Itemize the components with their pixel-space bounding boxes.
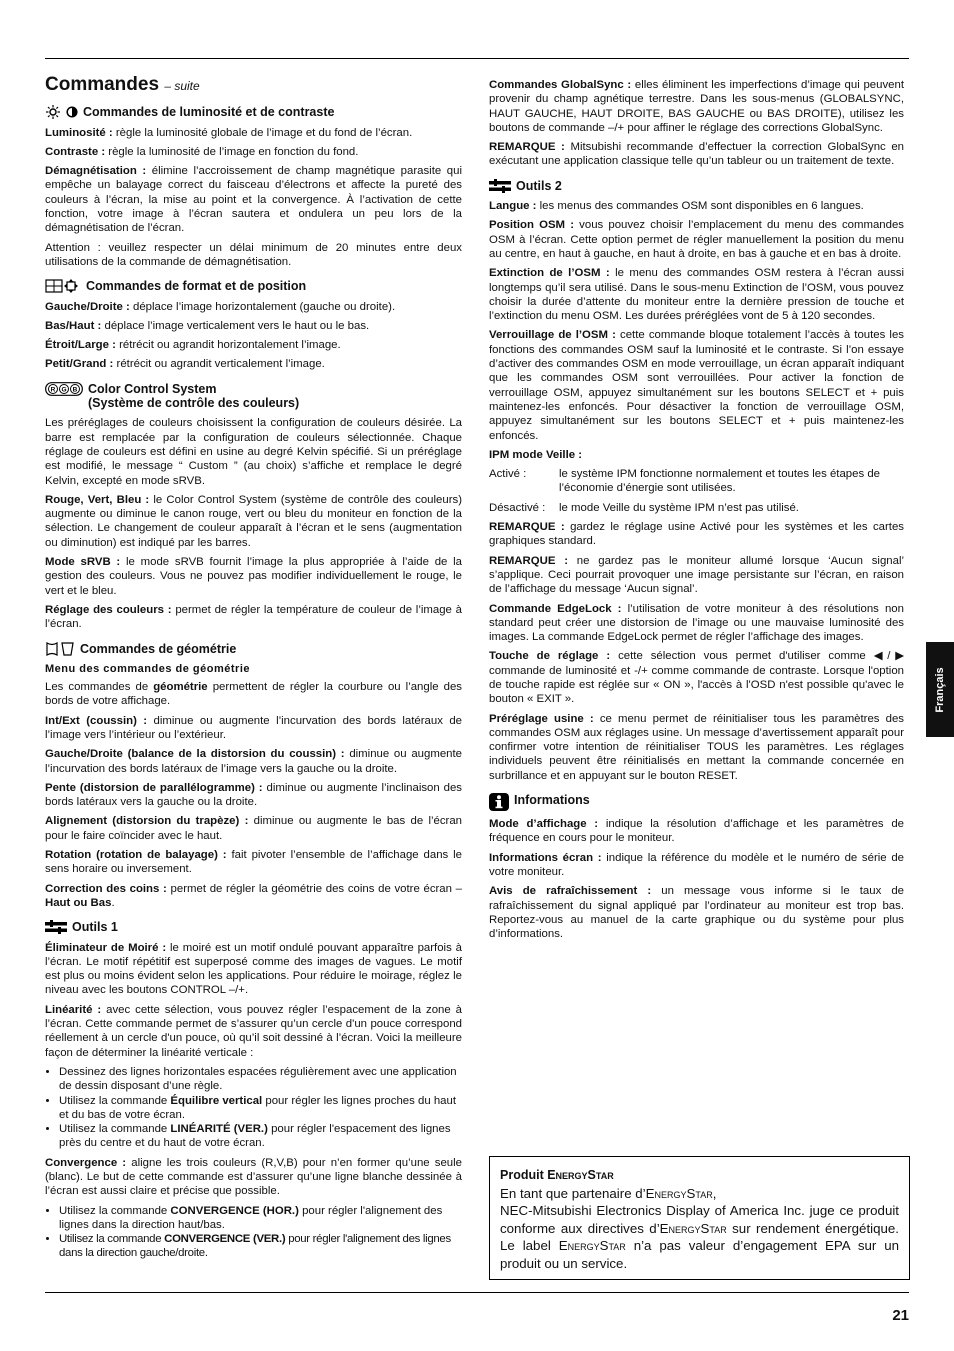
para-rvb: Rouge, Vert, Bleu : le Color Control System (système de contrôle des couleurs) augmente ou diminue le canon rouge, vert ou bleu du moniteur en fonction de la sélection. Le changement de couleur apparaît à l’écran et le sens (augmentation ou diminution) est indiqué par les barres. (45, 493, 462, 549)
para-geometrie: Les commandes de géométrie permettent de régler la courbure ou l’angle des bords de votre affichage. (45, 681, 462, 708)
section-informations: Informations (489, 793, 904, 811)
para-langue: Langue : les menus des commandes OSM sont disponibles en 6 langues. (489, 200, 864, 213)
linearity-list (45, 1065, 462, 1151)
para-linearite: Linéarité : avec cette sélection, vous pouvez régler l’espacement de la zone à l’écran. Cette commande permet de s’assurer qu’un cercle d'un pouce correspond réellement à un cercle d'un pouce, où qu’il soit dessiné à l’écran. Voici la meilleure façon de déterminer la linéarité verticale : (45, 1003, 462, 1059)
para-touche-reglage: Touche de réglage : cette sélection vous permet d'utiliser comme ◀/▶ commande de luminosité et -/+ comme commande de contraste. Lorsque l'option de touche rapide est réglée sur « ON », l'accès à l'OSD n'est possible qu'avec le bouton « EXIT ». (489, 650, 904, 706)
para-pente: Pente (distorsion de parallélogramme) : diminue ou augmente l’inclinaison des bords latéraux vers la gauche ou la droite. (45, 781, 462, 809)
svg-text:R: R (50, 386, 56, 394)
page-title: Commandes – suite (45, 74, 200, 95)
list-item: • Dessinez des lignes horizontales espacées régulièrement avec une application de dessin disposant d’une règle. (59, 1065, 462, 1094)
section-format-position: Commandes de format et de position (45, 279, 462, 293)
bottom-rule (45, 1292, 909, 1293)
para-luminosite: Luminosité : règle la luminosité globale de l’image et du fond de l’écran. (45, 126, 413, 139)
para-verrouillage-osm: Verrouillage de l’OSM : cette commande bloque totalement l’accès à toutes les fonctions des commandes OSM sauf la luminosité et le contraste. Si l’on essaye d’activer des commandes OSM en mode verrouillage, un écran apparaît indiquant que les commandes OSM sont verrouillées. Pour activer la fonction de verrouillage OSM, appuyez simultanément sur les boutons SELECT et + puis maintenez-les enfoncés. Pour désactiver la fonction de verrouillage OSM, appuyez simultanément sur les boutons SELECT et + puis maintenez-les enfoncés. (489, 329, 904, 442)
ipm-desactive: Désactivé : le mode Veille du système IPM n’est pas utilisé. (489, 501, 799, 514)
para-prereglage-usine: Préréglage usine : ce menu permet de réinitialiser tous les paramètres des commandes OSM aux réglages usine. Un message d’avertissement apparaît pour confirmer votre intention de réinitialiser TOUS les paramètres. Les réglages individuels peuvent être réinitialisés en mettant la commande concernée en surbrillance et en appuyant sur le bouton RESET. (489, 712, 904, 782)
energystar-line1: En tant que partenaire d’EnergyStar, (500, 1185, 717, 1201)
para-informations-ecran: Informations écran : indique la référence du modèle et le numéro de série de votre moniteur. (489, 851, 904, 878)
energystar-body: NEC-Mitsubishi Electronics Display of America Inc. juge ce produit conforme aux directives d’EnergyStar sur rendement énergétique. Le label EnergyStar n’a pas valeur d’engagement EPA sur un produit ou un service. (500, 1203, 900, 1271)
ipm-active: Activé : le système IPM fonctionne normalement et toutes les étapes de l’économie d’énergie sont utilisées. (489, 468, 881, 495)
energystar-box (489, 1156, 910, 1280)
contrast-icon (66, 105, 78, 119)
para-etroit-large: Étroit/Large : rétrécit ou agrandit horizontalement l’image. (45, 339, 341, 352)
section-outils-1: Outils 1 (45, 920, 462, 934)
right-column (489, 78, 904, 946)
para-srvb: Mode sRVB : le mode sRVB fournit l’image la plus appropriée à l’aide de la gestion des couleurs. Vous ne pouvez pas modifier individuellement le rouge, le vert et le bleu. (45, 556, 463, 597)
info-icon (489, 793, 509, 811)
tools-icon (45, 920, 67, 934)
rgb-icon (45, 382, 83, 396)
para-position-osm: Position OSM : vous pouvez choisir l’emplacement du menu des commandes OSM à l’écran. Cette option permet de régler manuellement la position du menu au centre, en haut à gauche, en haut à droite, en bas à gauche et en bas à droite. (489, 219, 905, 260)
para-gauche-droite: Gauche/Droite : déplace l’image horizontalement (gauche ou droite). (45, 300, 396, 313)
list-item: • Utilisez la commande CONVERGENCE (VER.) pour régler l'alignement des lignes dans la direction gauche/droite. (59, 1232, 462, 1261)
svg-text:B: B (72, 386, 78, 394)
list-item: • Utilisez la commande LINÉARITÉ (VER.) pour régler l'espacement des lignes près du centre et du haut de votre écran. (59, 1122, 462, 1151)
tools-icon (489, 179, 511, 193)
para-rotation: Rotation (rotation de balayage) : fait pivoter l’ensemble de l’affichage dans le sens horaire ou inversement. (45, 849, 462, 876)
para-attention: Attention : veuillez respecter un délai minimum de 20 minutes entre deux utilisations de la commande de démagnétisation. (45, 241, 462, 268)
para-extinction-osm: Extinction de l’OSM : le menu des commandes OSM restera à l’écran aussi longtemps qu’il sera utilisé. Dans le sous-menu Extinction de l’OSM, vous pouvez choisir la durée d’attente du moniteur entre la dernière pression de touche et l’extinction du menu OSM. Les durées préréglées vont de 5 à 120 secondes. (489, 267, 904, 323)
energystar-title: Produit EnergyStar (500, 1168, 614, 1182)
geometry-icon (45, 642, 75, 656)
convergence-list (45, 1204, 462, 1261)
section-luminosite: Commandes de luminosité et de contraste (45, 105, 462, 119)
list-item: • Utilisez la commande CONVERGENCE (HOR.) pour régler l'alignement des lignes dans la direction haut/bas. (59, 1204, 462, 1233)
list-item: • Utilisez la commande Équilibre vertical pour régler les lignes proches du haut et du bas de votre écran. (59, 1094, 462, 1123)
para-coins: Correction des coins : permet de régler la géométrie des coins de votre écran – Haut ou Bas. (45, 882, 462, 909)
para-contraste: Contraste : règle la luminosité de l’image en fonction du fond. (45, 145, 359, 158)
language-tab: Français (926, 642, 954, 737)
brightness-icon (45, 105, 61, 119)
para-petit-grand: Petit/Grand : rétrécit ou agrandit verticalement l’image. (45, 358, 325, 371)
size-position-icon (45, 279, 81, 293)
svg-text:G: G (61, 386, 67, 394)
page-number: 21 (892, 1307, 909, 1324)
section-geometrie: Commandes de géométrie (45, 642, 462, 656)
para-mode-affichage: Mode d’affichage : indique la résolution d’affichage et les paramètres de fréquence en cours pour le moniteur. (489, 818, 905, 845)
left-column (45, 74, 463, 1266)
para-moire: Éliminateur de Moiré : le moiré est un motif ondulé pouvant apparaître parfois à l’écran. Le motif répétitif est superposé comme des images de vagues. Le motif est plus ou moins évident selon les applications. Pour réduire le moirage, réglez le niveau avec les boutons CONTROL –/+. (45, 941, 462, 997)
para-globalsync: Commandes GlobalSync : elles éliminent les imperfections d’image qui peuvent provenir du champ agnétique terrestre. Dans les sous-menus (GLOBALSYNC, HAUT GAUCHE, HAUT DROITE, BAS GAUCHE ou BAS DROITE), utilisez les boutons de commande –/+ pour affiner le réglage des corrections GlobalSync. (489, 79, 904, 134)
para-ipm-title: IPM mode Veille : (489, 448, 583, 461)
para-demagnetisation: Démagnétisation : élimine l’accroissement de champ magnétique parasite qui empêche un balayage correct du faisceau d’électrons et affecte la pureté des couleurs à l’écran, la mise au point et la convergence. À l’activation de cette fonction, votre image à l’écran sautera et ondulera un peu lors de la démagnétisation de l’écran. (45, 165, 462, 235)
section-color-control: R G B Color Control System (Système de contrôle des couleurs) (45, 382, 462, 411)
para-bas-haut: Bas/Haut : déplace l’image verticalement vers le haut ou le bas. (45, 319, 370, 332)
para-alignement: Alignement (distorsion du trapèze) : diminue ou augmente le bas de l’écran pour le faire coïncider avec le haut. (45, 815, 462, 842)
para-reglage-couleurs: Réglage des couleurs : permet de régler la température de couleur de l’image à l’écran. (45, 603, 463, 631)
para-convergence: Convergence : aligne les trois couleurs (R,V,B) pour n’en former qu’une seule (blanc). Le but de cette commande est d’assurer qu’une ligne blanche dessinée à l’écran est aussi claire et précise que possible. (45, 1156, 462, 1198)
para-avis-rafraichissement: Avis de rafraîchissement : un message vous informe si le taux de rafraîchissement du signal appliqué par l’ordinateur au moniteur est trop bas. Reportez-vous au manuel de la carte graphique ou du système pour plus d’informations. (489, 885, 905, 941)
geometry-menu-subtitle: Menu des commandes de géométrie (45, 662, 250, 675)
para-balance: Gauche/Droite (balance de la distorsion du coussin) : diminue ou augmente l’incurvation des bords latéraux de l’image vers la gauche ou la droite. (45, 748, 462, 775)
para-remarque-globalsync: REMARQUE : Mitsubishi recommande d’effectuer la correction GlobalSync en exécutant une application classique telle qu’un tableur ou un traitement de texte. (489, 141, 904, 168)
para-presets: Les préréglages de couleurs choisissent la configuration de couleurs désirée. La barre est remplacée par la configuration de couleurs sélectionnée. Chaque réglage de couleurs est défini en usine au degré Kelvin spécifié. Si un préréglage est modifié, le message “ Custom ” (au choix) s’affiche et remplace le degré Kelvin, excepté en mode sRVB. (45, 417, 462, 487)
para-remarque-ipm: REMARQUE : gardez le réglage usine Activé pour les systèmes et les cartes graphiques standard. (489, 521, 905, 548)
para-int-ext: Int/Ext (coussin) : diminue ou augmente l’incurvation des bords latéraux de l’image vers l’intérieur ou l’extérieur. (45, 714, 463, 741)
section-outils-2: Outils 2 (489, 179, 904, 193)
para-edgelock: Commande EdgeLock : l’utilisation de votre moniteur à des résolutions non standard peut créer une distorsion de l’image ou une mauvaise luminosité des images. La commande EdgeLock permet de régler l’affichage des images. (489, 602, 904, 644)
top-rule (45, 58, 909, 59)
para-remarque-signal: REMARQUE : ne gardez pas le moniteur allumé lorsque ‘Aucun signal’ s’applique. Ceci pourrait provoquer une image persistante sur l’écran, en raison de l’affichage du message ‘Aucun signal’. (489, 554, 905, 596)
